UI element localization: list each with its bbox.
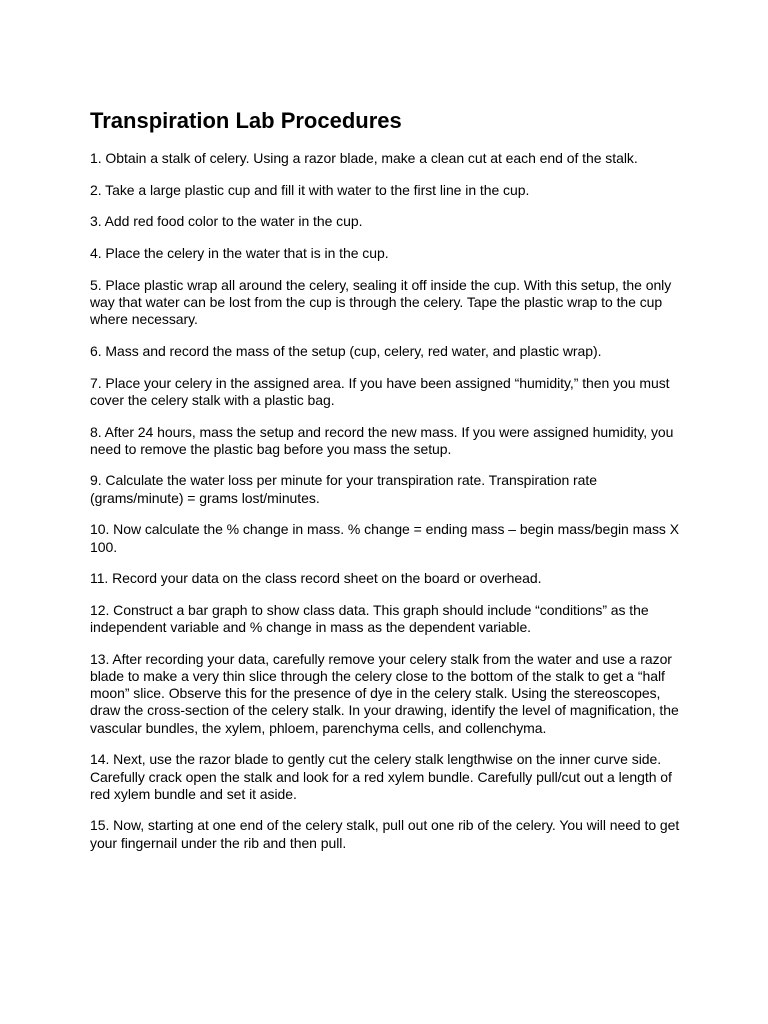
procedure-step-7: 7. Place your celery in the assigned area. If you have been assigned “humidity,” then you must cover the celery stalk with a plastic bag. <box>90 374 670 408</box>
procedure-step-2: 2. Take a large plastic cup and fill it with water to the first line in the cup. <box>90 181 530 198</box>
procedure-step-12: 12. Construct a bar graph to show class data. This graph should include “conditions” as the independent variable and % change in mass as the dependent variable. <box>90 601 649 636</box>
procedure-step-6: 6. Mass and record the mass of the setup (cup, celery, red water, and plastic wrap). <box>90 342 602 359</box>
procedure-step-9: 9. Calculate the water loss per minute for your transpiration rate. Transpiration rate (grams/minute) = grams lost/minutes. <box>90 472 597 506</box>
procedure-step-14: 14. Next, use the razor blade to gently cut the celery stalk lengthwise on the inner curve side. Carefully crack open the stalk and look for a red xylem bundle. Carefully pull/cut out a length of red xylem bundle and set it aside. <box>90 751 672 802</box>
procedure-step-8: 8. After 24 hours, mass the setup and record the new mass. If you were assigned humidity, you need to remove the plastic bag before you mass the setup. <box>90 423 674 457</box>
procedure-step-4: 4. Place the celery in the water that is in the cup. <box>90 245 389 262</box>
document-page <box>90 108 690 866</box>
procedure-step-13: 13. After recording your data, carefully remove your celery stalk from the water and use a razor blade to make a very thin slice through the celery close to the bottom of the stalk to get a “half moon” slice. Observe this for the presence of dye in the celery stalk. Using the stereoscopes, draw the cross-section of the celery stalk. In your drawing, identify the level of magnification, the vascular bundles, the xylem, phloem, parenchyma cells, and collenchyma. <box>90 650 679 736</box>
document-title: Transpiration Lab Procedures <box>90 108 402 133</box>
procedure-step-15: 15. Now, starting at one end of the celery stalk, pull out one rib of the celery. You will need to get your fingernail under the rib and then pull. <box>90 817 680 851</box>
procedure-step-10: 10. Now calculate the % change in mass. % change = ending mass – begin mass/begin mass X 100. <box>90 521 679 555</box>
procedure-step-5: 5. Place plastic wrap all around the celery, sealing it off inside the cup. With this setup, the only way that water can be lost from the cup is through the celery. Tape the plastic wrap to the cup where necessary. <box>90 276 672 328</box>
procedure-step-3: 3. Add red food color to the water in the cup. <box>90 213 363 230</box>
procedure-list <box>90 150 690 852</box>
procedure-step-11: 11. Record your data on the class record sheet on the board or overhead. <box>90 570 542 587</box>
procedure-step-1: 1. Obtain a stalk of celery. Using a razor blade, make a clean cut at each end of the stalk. <box>90 150 638 166</box>
